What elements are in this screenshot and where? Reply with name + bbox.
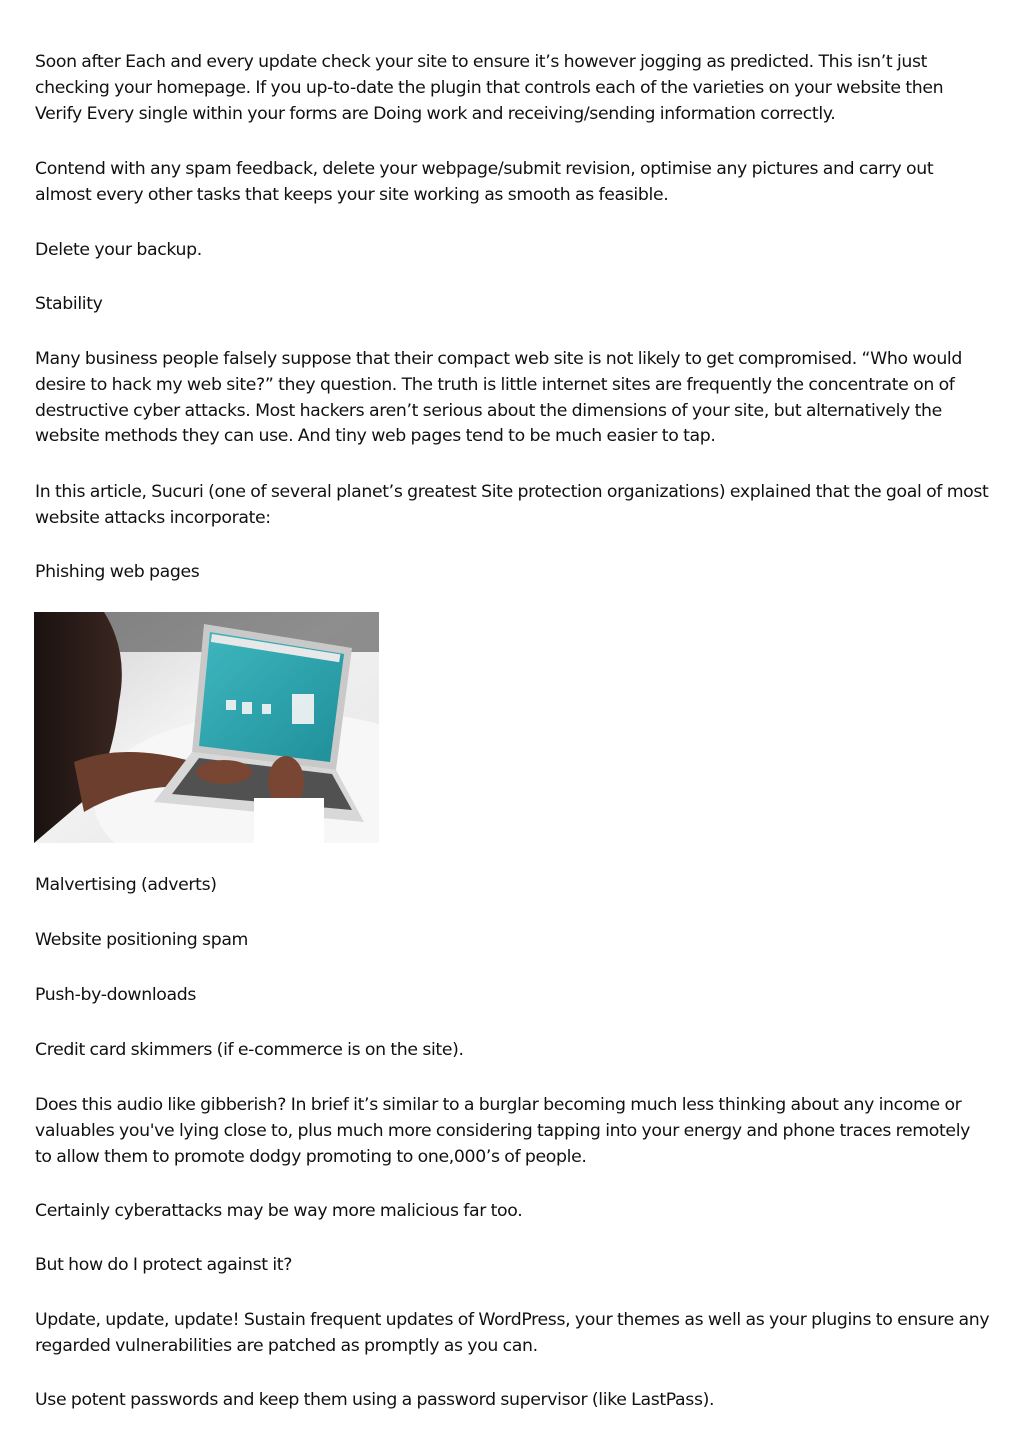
paragraph-password-advice: Use potent passwords and keep them using a password supervisor (like LastPass). xyxy=(35,1390,715,1410)
paragraph-update-check: Soon after Each and every update check your site to ensure it’s however jogging as predicted. This isn’t just checking your homepage. If you up-to-date the plugin that controls each of the varieties on your website then Verify Every single within your forms are Doing work and receiving/sending information correctly. xyxy=(35,52,944,124)
section-heading-stability: Stability xyxy=(35,294,103,314)
paragraph-malicious-attacks: Certainly cyberattacks may be way more malicious far too. xyxy=(35,1201,523,1221)
paragraph-small-sites-attacked: Many business people falsely suppose that their compact web site is not likely to get compromised. “Who would desire to hack my web site?” they question. The truth is little internet sites are frequently the concentrate on of destructive cyber attacks. Most hackers aren’t serious about the dimensions of your site, but alternatively the website methods they can use. And tiny web pages tend to be much easier to tap. xyxy=(35,349,962,447)
list-item-seo-spam: Website positioning spam xyxy=(35,930,249,950)
laptop-photo xyxy=(34,612,379,843)
paragraph-burglar-analogy: Does this audio like gibberish? In brief it’s similar to a burglar becoming much less thinking about any income or valuables you've lying close to, plus much more considering tapping into your energy and phone traces remotely to allow them to promote dodgy promoting to one,000’s of people. xyxy=(35,1095,971,1167)
paragraph-protect-question: But how do I protect against it? xyxy=(35,1255,293,1275)
list-item-phishing: Phishing web pages xyxy=(35,562,200,582)
list-item-card-skimmers: Credit card skimmers (if e-commerce is on the site). xyxy=(35,1040,464,1060)
paragraph-update-advice: Update, update, update! Sustain frequent updates of WordPress, your themes as well as your plugins to ensure any regarded vulnerabilities are patched as promptly as you can. xyxy=(35,1310,990,1356)
list-item-drive-by-downloads: Push-by-downloads xyxy=(35,985,197,1005)
list-item-malvertising: Malvertising (adverts) xyxy=(35,875,217,895)
paragraph-sucuri-intro: In this article, Sucuri (one of several planet’s greatest Site protection organizations) explained that the goal of most website attacks incorporate: xyxy=(35,482,989,528)
paragraph-delete-backup: Delete your backup. xyxy=(35,240,202,260)
paragraph-maintenance-tasks: Contend with any spam feedback, delete your webpage/submit revision, optimise any pictures and carry out almost every other tasks that keeps your site working as smooth as feasible. xyxy=(35,159,934,205)
